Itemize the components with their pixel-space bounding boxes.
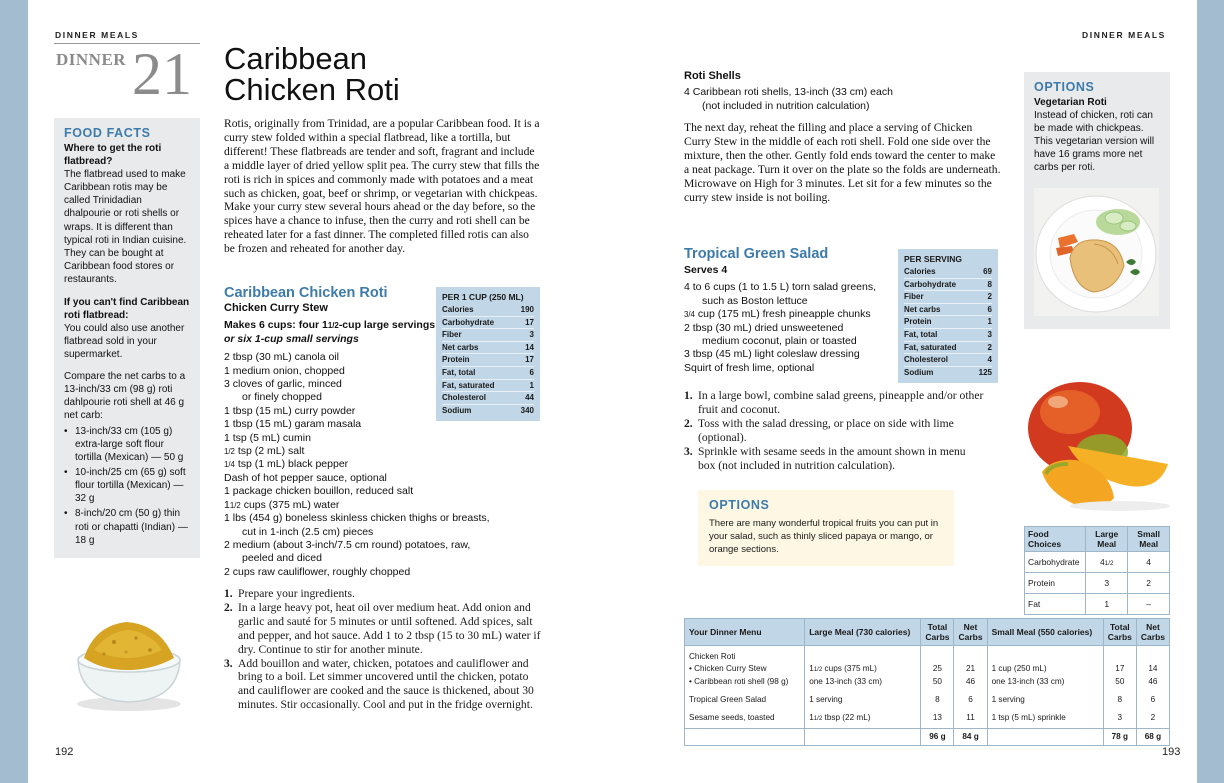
table-row <box>685 706 1170 729</box>
nutrition-value: 44 <box>525 393 534 403</box>
value-fraction: 1/2 <box>813 666 823 673</box>
step-number: 1. <box>224 587 233 600</box>
ingredient: 1 lbs (454 g) boneless skinless chicken thighs or breasts, <box>224 512 490 525</box>
salad-serves: Serves 4 <box>684 264 728 276</box>
ingredient-fraction: 1/2 <box>224 447 235 457</box>
list-item <box>224 587 542 601</box>
nutrition-value: 125 <box>978 367 992 377</box>
table-cell: 1 <box>1086 594 1128 615</box>
nutrition-row <box>442 342 534 355</box>
table-cell: 50 <box>1103 676 1136 688</box>
dinner-number: 21 <box>132 41 192 107</box>
nutrition-label: Cholesterol <box>904 355 949 365</box>
value-whole: 1 <box>809 713 814 722</box>
food-facts-answer-1: The flatbread used to make Caribbean rotis may be called Trinidadian dhalpourie or roti shells or wraps. It is different than typical roti in Indian cuisine. They can be bought at Caribbean food stores or restaurants. <box>64 169 187 285</box>
ingredient: 1 package chicken bouillon, reduced salt <box>224 485 414 498</box>
table-cell: 78 g <box>1103 729 1136 746</box>
table-row <box>685 663 1170 676</box>
ingredient-text: cup (175 mL) fresh pineapple chunks <box>694 308 871 321</box>
right-page <box>612 0 1197 783</box>
nutrition-value: 14 <box>525 342 534 352</box>
running-head-right: DINNER MEALS <box>1082 30 1166 40</box>
table-cell: 6 <box>954 688 987 706</box>
table-cell: Protein <box>1025 573 1086 594</box>
table-cell <box>954 646 987 664</box>
salad-heading: Tropical Green Salad <box>684 246 829 262</box>
table-cell <box>1136 646 1169 664</box>
totals-row <box>685 729 1170 746</box>
table-header: Net Carbs <box>954 619 987 646</box>
table-row <box>1025 573 1170 594</box>
food-choices-table <box>1024 526 1170 615</box>
recipe-yield <box>224 319 444 332</box>
table-cell: 46 <box>1136 676 1169 688</box>
food-facts-answer-2: You could also use another flatbread sold in your supermarket. <box>64 323 185 361</box>
table-cell: 25 <box>921 663 954 676</box>
ingredient: 4 to 6 cups (1 to 1.5 L) torn salad greens, <box>684 281 877 294</box>
list-item <box>684 445 984 473</box>
table-cell <box>805 663 921 676</box>
salad-ingredients <box>684 264 900 375</box>
table-cell: 21 <box>954 663 987 676</box>
value-text: tbsp (22 mL) <box>822 713 871 722</box>
step-number: 2. <box>224 600 233 614</box>
step-text: Prepare your ingredients. <box>238 587 355 600</box>
nutrition-row <box>904 354 992 367</box>
value-text: cups (375 mL) <box>822 664 877 673</box>
list-item <box>684 417 984 445</box>
ingredient <box>224 499 444 512</box>
page-number-right: 193 <box>1162 746 1181 758</box>
recipe-subheading: Chicken Curry Stew <box>224 302 328 314</box>
table-cell: 3 <box>1086 573 1128 594</box>
nutrition-row <box>442 329 534 342</box>
nutrition-row <box>904 304 992 317</box>
table-row <box>685 646 1170 664</box>
table-cell: Carbohydrate <box>1025 552 1086 573</box>
roti-plate-photo <box>1034 188 1159 316</box>
table-row <box>1025 552 1170 573</box>
ingredient-continuation: cut in 1-inch (2.5 cm) pieces <box>242 525 374 538</box>
dinner-menu-table <box>684 618 1170 746</box>
value-whole: 4 <box>1099 557 1105 567</box>
nutrition-row <box>904 367 992 379</box>
ingredient: 2 tbsp (30 mL) canola oil <box>224 351 339 364</box>
step-text: In a large bowl, combine salad greens, pineapple and/or other fruit and coconut. <box>698 389 984 416</box>
options-text: Instead of chicken, roti can be made with chickpeas. This vegetarian version will have 16 grams more net carbs per roti. <box>1034 110 1155 174</box>
table-header: Large Meal (730 calories) <box>805 619 921 646</box>
table-cell: 50 <box>921 676 954 688</box>
nutrition-label: Calories <box>442 305 474 314</box>
ingredient-continuation: or finely chopped <box>242 391 322 404</box>
roti-shells-section <box>684 70 954 113</box>
nutrition-value: 1 <box>529 380 534 390</box>
nutrition-value: 17 <box>525 317 534 327</box>
table-header: Net Carbs <box>1136 619 1169 646</box>
recipe-yield-line-2: or six 1-cup small servings <box>224 332 359 345</box>
nutrition-label: Fat, total <box>442 367 476 377</box>
ingredient-fraction: 1/2 <box>229 500 241 510</box>
nutrition-value: 190 <box>520 305 534 314</box>
yield-text-b: -cup large servings <box>338 319 436 332</box>
nutrition-row <box>442 380 534 393</box>
ingredient-text: cups (375 mL) water <box>240 498 340 511</box>
table-header: Your Dinner Menu <box>685 619 805 646</box>
table-cell: 1 serving <box>987 688 1103 706</box>
recipe-heading: Caribbean Chicken Roti <box>224 285 388 301</box>
table-header: Total Carbs <box>1103 619 1136 646</box>
ingredient-whole: 1 <box>224 498 230 511</box>
table-header: Total Carbs <box>921 619 954 646</box>
nutrition-row <box>904 279 992 292</box>
table-cell: 6 <box>1136 688 1169 706</box>
curry-powder-photo <box>64 608 194 718</box>
table-cell: 8 <box>921 688 954 706</box>
nutrition-label: Net carbs <box>904 304 941 314</box>
options-subheading: Vegetarian Roti <box>1034 97 1107 108</box>
table-row <box>685 688 1170 706</box>
table-cell: one 13-inch (33 cm) <box>805 676 921 688</box>
table-cell: 3 <box>1103 706 1136 729</box>
list-item: • 8-inch/20 cm (50 g) thin roti or chapatti (Indian) — 18 g <box>64 507 190 546</box>
table-cell: 1 tsp (5 mL) sprinkle <box>987 706 1103 729</box>
table-cell: 11 <box>954 706 987 729</box>
table-cell: Chicken Roti <box>685 646 805 664</box>
table-cell <box>987 646 1103 664</box>
nutrition-heading: PER SERVING <box>904 254 962 264</box>
nutrition-label: Carbohydrate <box>442 317 495 327</box>
yield-fraction: 1/2 <box>327 321 339 331</box>
step-number: 2. <box>684 416 693 430</box>
nutrition-label: Cholesterol <box>442 393 487 403</box>
table-cell <box>1086 552 1128 573</box>
nutrition-value: 3 <box>529 330 534 340</box>
nutrition-label: Sodium <box>904 367 934 377</box>
step-number: 3. <box>684 444 693 458</box>
ingredient-continuation: medium coconut, plain or toasted <box>702 335 857 348</box>
nutrition-row <box>904 291 992 304</box>
nutrition-value: 1 <box>987 317 992 327</box>
nutrition-heading: PER 1 CUP (250 ML) <box>442 292 524 302</box>
roti-shells-instructions: The next day, reheat the filling and place a serving of Chicken Curry Stew in the middle of each roti shell. Fold one side over the mixture, then the other. Gently fold ends toward the center to make a neat package. Turn it over on the plate so the folds are underneath. Microwave on High for 3 minutes. Let sit for a few minutes so the curry stew inside is not boiling. <box>684 121 1001 204</box>
nutrition-row <box>904 316 992 329</box>
ingredient: 4 Caribbean roti shells, 13-inch (33 cm) each <box>684 86 893 99</box>
list-item: • 13-inch/33 cm (105 g) extra-large soft flour tortilla (Mexican) — 50 g <box>64 425 190 464</box>
list-item <box>224 657 542 713</box>
table-row <box>1025 594 1170 615</box>
nutrition-value: 340 <box>520 405 534 415</box>
ingredient-fraction: 3/4 <box>684 310 695 320</box>
vegetarian-options-box <box>1024 72 1170 329</box>
nutrition-row <box>442 354 534 367</box>
table-cell <box>685 729 805 746</box>
table-cell <box>805 646 921 664</box>
nutrition-value: 3 <box>987 329 992 339</box>
nutrition-row <box>442 317 534 330</box>
step-text: Sprinkle with sesame seeds in the amount shown in menu box (not included in nutrition calculation). <box>698 444 966 472</box>
table-header: Large Meal <box>1086 527 1128 552</box>
ingredient: 2 medium (about 3-inch/7.5 cm round) potatoes, raw, <box>224 538 471 551</box>
table-cell: 13 <box>921 706 954 729</box>
table-cell: Sesame seeds, toasted <box>685 706 805 729</box>
table-cell <box>805 706 921 729</box>
ingredient: 1 tbsp (15 mL) garam masala <box>224 418 362 431</box>
table-cell: 4 <box>1128 552 1170 573</box>
food-facts-box <box>54 118 200 558</box>
nutrition-label: Fat, saturated <box>904 342 957 352</box>
ingredient-continuation: peeled and diced <box>242 552 322 565</box>
ingredient: 3 tbsp (45 mL) light coleslaw dressing <box>684 348 860 361</box>
nutrition-value: 6 <box>987 304 992 314</box>
ingredient <box>224 458 444 471</box>
table-cell <box>805 729 921 746</box>
table-header: Small Meal <box>1128 527 1170 552</box>
nutrition-label: Fiber <box>442 330 462 340</box>
nutrition-label: Sodium <box>442 405 472 415</box>
table-cell: 2 <box>1128 573 1170 594</box>
intro-paragraph: Rotis, originally from Trinidad, are a popular Caribbean food. It is a curry stew folded within a special flatbread, like a tortilla, but different! These flatbreads are tender and soft, fragrant and include a middle layer of dried yellow split pea. The curry stew that fills the roti is rich in spices and commonly made with potatoes and a meat such as chicken, goat, beef or shrimp, or vegetarian with chickpeas. Make your curry stew several hours ahead or the day before, so the spices have a chance to infuse, then the curry and roti shell can be reheated later for a fast dinner. The completed filled rotis can also be frozen and reheated for another day. <box>224 117 540 256</box>
value-whole: 1 <box>809 664 814 673</box>
table-cell: Tropical Green Salad <box>685 688 805 706</box>
nutrition-value: 4 <box>987 355 992 365</box>
nutrition-label: Protein <box>442 355 470 365</box>
ingredient: Squirt of fresh lime, optional <box>684 361 815 374</box>
step-text: In a large heavy pot, heat oil over medium heat. Add onion and garlic and sauté for 5 minutes or until softened. Add spices, salt and pepper, and hot sauce. Add 1 to 2 tbsp (15 to 30 mL) water if dry. Continue to stir for another minute. <box>238 600 541 656</box>
salad-steps <box>684 389 984 472</box>
list-item: • 10-inch/25 cm (65 g) soft flour tortilla (Mexican) — 32 g <box>64 466 190 505</box>
table-cell: one 13-inch (33 cm) <box>987 676 1103 688</box>
table-cell: 1 serving <box>805 688 921 706</box>
ingredient: 2 tbsp (30 mL) dried unsweetened <box>684 321 844 334</box>
nutrition-row <box>442 405 534 417</box>
list-item <box>224 601 542 657</box>
ingredient-continuation: such as Boston lettuce <box>702 294 808 307</box>
ingredient: 1 medium onion, chopped <box>224 364 345 377</box>
nutrition-row <box>904 266 992 279</box>
options-text: There are many wonderful tropical fruits you can put in your salad, such as thinly sliced papaya or mango, or orange sections. <box>709 518 939 555</box>
ingredient: 1 tsp (5 mL) cumin <box>224 431 311 444</box>
nutrition-value: 6 <box>529 367 534 377</box>
ingredient-fraction: 1/4 <box>224 460 235 470</box>
table-cell: 2 <box>1136 706 1169 729</box>
table-cell <box>921 646 954 664</box>
table-cell: 84 g <box>954 729 987 746</box>
nutrition-row <box>442 367 534 380</box>
ingredient-text: tsp (2 mL) salt <box>234 445 305 458</box>
nutrition-row <box>904 342 992 355</box>
table-header: Small Meal (550 calories) <box>987 619 1103 646</box>
mango-photo <box>1018 372 1186 518</box>
salad-options-box <box>698 490 954 566</box>
table-cell: – <box>1128 594 1170 615</box>
nutrition-label: Fiber <box>904 292 924 302</box>
step-text: Toss with the salad dressing, or place on side with lime (optional). <box>698 416 954 444</box>
page-number-left: 192 <box>55 746 74 758</box>
food-facts-question-1: Where to get the roti flatbread? <box>64 143 162 168</box>
table-cell <box>1103 646 1136 664</box>
table-cell <box>987 729 1103 746</box>
recipe-title <box>224 43 400 105</box>
step-number: 1. <box>684 389 693 402</box>
ingredient: 2 cups raw cauliflower, roughly chopped <box>224 565 411 578</box>
food-facts-answer-3: Compare the net carbs to a 13-inch/33 cm (98 g) roti dahlpourie roti shell at 46 g net carb: <box>64 370 186 421</box>
nutrition-value: 2 <box>987 342 992 352</box>
nutrition-row <box>442 392 534 405</box>
food-facts-question-2: If you can't find Caribbean roti flatbread: <box>64 297 190 322</box>
nutrition-row <box>904 329 992 342</box>
table-header: Food Choices <box>1025 527 1086 552</box>
nutrition-label: Net carbs <box>442 342 479 352</box>
title-line-2: Chicken Roti <box>224 72 400 107</box>
table-cell: 46 <box>954 676 987 688</box>
options-heading: OPTIONS <box>1034 80 1095 94</box>
table-row <box>685 676 1170 688</box>
table-cell: • Caribbean roti shell (98 g) <box>685 676 805 688</box>
nutrition-value: 2 <box>987 292 992 302</box>
nutrition-label: Carbohydrate <box>904 279 957 289</box>
table-cell: 68 g <box>1136 729 1169 746</box>
table-cell: 8 <box>1103 688 1136 706</box>
dinner-label: DINNER <box>56 50 127 69</box>
value-fraction: 1/2 <box>813 715 823 722</box>
table-cell: 96 g <box>921 729 954 746</box>
step-text: Add bouillon and water, chicken, potatoes and cauliflower and bring to a boil. Let simmer uncovered until the chicken, potato and cauliflower are cooked and the sauce is thickened, about 30 minutes. Stir occasionally. Cool and put in the fridge overnight. <box>238 656 534 712</box>
options-heading: OPTIONS <box>709 498 770 512</box>
ingredient <box>684 308 900 321</box>
nutrition-label: Calories <box>904 267 936 276</box>
nutrition-label: Fat, total <box>904 329 938 339</box>
nutrition-value: 8 <box>987 279 992 289</box>
running-head-left: DINNER MEALS <box>55 30 139 40</box>
list-item <box>684 389 984 417</box>
salad-nutrition-box <box>898 249 998 383</box>
nutrition-box <box>436 287 540 421</box>
recipe-steps <box>224 587 542 712</box>
table-cell: 14 <box>1136 663 1169 676</box>
table-cell: 1 cup (250 mL) <box>987 663 1103 676</box>
nutrition-label: Protein <box>904 317 932 327</box>
ingredient: 1 tbsp (15 mL) curry powder <box>224 404 356 417</box>
yield-text-a: Makes 6 cups: four 1 <box>224 319 328 332</box>
step-number: 3. <box>224 656 233 670</box>
left-page <box>28 0 612 783</box>
nutrition-value: 17 <box>525 355 534 365</box>
food-facts-heading: FOOD FACTS <box>64 126 151 140</box>
table-cell: • Chicken Curry Stew <box>685 663 805 676</box>
nutrition-row <box>442 304 534 317</box>
ingredient-continuation: (not included in nutrition calculation) <box>702 99 870 112</box>
ingredient-text: tsp (1 mL) black pepper <box>234 458 349 471</box>
nutrition-label: Fat, saturated <box>442 380 495 390</box>
food-facts-bullets <box>64 425 190 547</box>
table-cell: 17 <box>1103 663 1136 676</box>
value-fraction: 1/2 <box>1104 560 1114 567</box>
ingredient <box>224 445 444 458</box>
title-line-1: Caribbean <box>224 41 368 76</box>
ingredient: Dash of hot pepper sauce, optional <box>224 471 387 484</box>
table-cell: Fat <box>1025 594 1086 615</box>
ingredient: 3 cloves of garlic, minced <box>224 378 342 391</box>
nutrition-value: 69 <box>983 267 992 276</box>
roti-shells-heading: Roti Shells <box>684 70 741 82</box>
